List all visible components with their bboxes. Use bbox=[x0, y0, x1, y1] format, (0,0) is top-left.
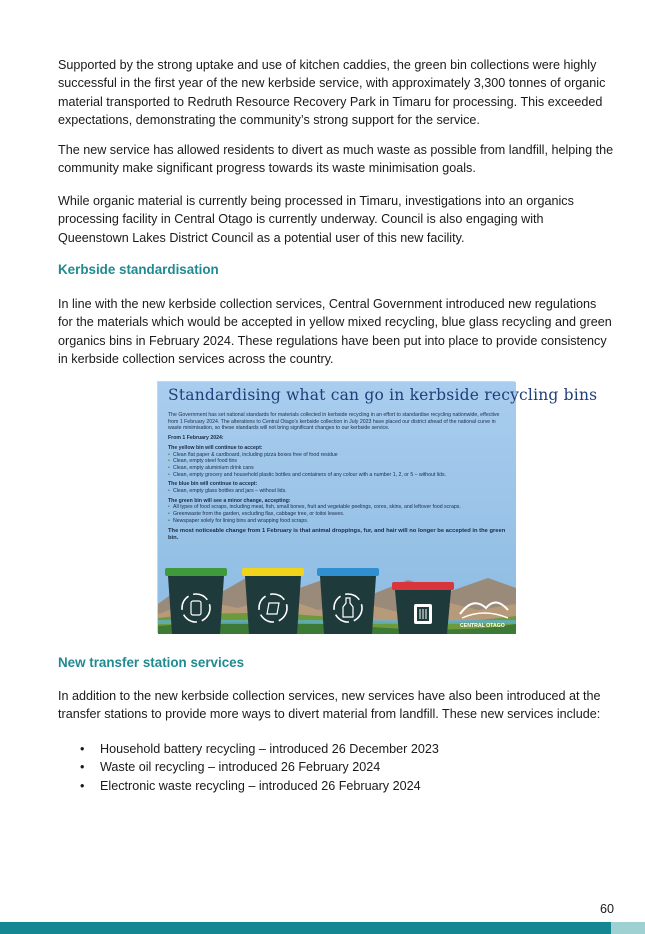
green-bin-item: • Newspaper solely for lining bins and wrapping food scraps. bbox=[168, 518, 510, 525]
paragraph-landfill-diversion: The new service has allowed residents to divert as much waste as possible from landfill, helping the community make significant progress towards its waste minimisation goals. bbox=[58, 143, 614, 176]
bullet-icon: • bbox=[80, 760, 85, 775]
green-bin-icon bbox=[165, 568, 227, 634]
heading-kerbside-standardisation: Kerbside standardisation bbox=[58, 262, 219, 277]
poster-title: Standardising what can go in kerbside recycling bins bbox=[168, 386, 598, 404]
paragraph-transfer-services: In addition to the new kerbside collection services, new services have also been introduced at the transfer stations to provide more ways to divert material from landfill. These new services include: bbox=[58, 689, 601, 722]
poster-body bbox=[168, 412, 510, 542]
blue-bin-heading: The blue bin will continue to accept: bbox=[168, 481, 258, 488]
green-bin-item: • All types of food scraps, including meat, fish, small bones, fruit and vegetable peelings, cores, skins, and leftover food scraps. bbox=[168, 504, 510, 511]
green-bin-heading: The green bin will see a minor change, accepting: bbox=[168, 497, 291, 504]
kerbside-standards-poster bbox=[157, 381, 598, 633]
footer-bar-main bbox=[0, 922, 611, 934]
blue-bin-item: • Clean, empty glass bottles and jars – without lids. bbox=[168, 488, 510, 495]
poster-closing-note: The most noticeable change from 1 February is that animal droppings, fur, and hair will no longer be accepted in the green bin. bbox=[168, 527, 506, 541]
yellow-bin-heading: The yellow bin will continue to accept: bbox=[168, 444, 263, 451]
footer-bar-accent bbox=[611, 922, 645, 934]
new-services-list bbox=[80, 740, 439, 795]
poster-intro: The Government has set national standards for materials collected in kerbside recycling in an effort to standardise recycling nationwide, effective from 1 February 2024. The alterations to Central Otago’s kerbside collection in July 2023 have placed our district ahead of the national curve in waste minimisation, so these standards will not bring significant changes to our kerbside service. bbox=[168, 412, 500, 432]
yellow-bin-icon bbox=[242, 568, 304, 634]
blue-bin-icon bbox=[317, 568, 379, 634]
paragraph-green-bin-success: Supported by the strong uptake and use of kitchen caddies, the green bin collections were highly successful in the first year of the new kerbside service, with approximately 3,300 tonnes of organic material transported to Redruth Resource Recovery Park in Timaru for processing. This exceeded expectations, demonstrating the community’s strong support for the service. bbox=[58, 58, 606, 127]
red-bin-icon bbox=[392, 582, 454, 634]
bullet-icon: • bbox=[80, 778, 85, 793]
paragraph-regulations: In line with the new kerbside collection services, Central Government introduced new regulations for the materials which would be accepted in yellow mixed recycling, blue glass recycling and green organics bins in February 2024. These regulations have been put into place to provide consistency in kerbside collection services across the country. bbox=[58, 297, 612, 366]
list-item: • Waste oil recycling – introduced 26 February 2024 bbox=[80, 758, 439, 776]
logo-wordmark: CENTRAL OTAGO bbox=[460, 623, 505, 629]
footer-bar bbox=[0, 922, 645, 934]
green-bin-item: • Greenwaste from the garden, excluding flax, cabbage tree, or toitoi leaves. bbox=[168, 511, 510, 518]
yellow-bin-item: • Clean flat paper & cardboard, including pizza boxes free of food residue bbox=[168, 452, 510, 459]
bullet-icon: • bbox=[80, 742, 85, 756]
yellow-bin-item: • Clean, empty aluminium drink cans bbox=[168, 465, 510, 472]
paragraph-organics-facility: While organic material is currently being processed in Timaru, investigations into an organics processing facility in Central Otago is currently underway. Council is also engaging with Queenstown Lakes District Council as a potential user of this new facility. bbox=[58, 194, 574, 245]
list-item: • Household battery recycling – introduced 26 December 2023 bbox=[80, 740, 439, 758]
yellow-bin-item: • Clean, empty grocery and household plastic bottles and containers of any colour with a number 1, 2, or 5 – without lids. bbox=[168, 472, 510, 479]
heading-transfer-station-services: New transfer station services bbox=[58, 655, 245, 670]
list-item: • Electronic waste recycling – introduced 26 February 2024 bbox=[80, 777, 439, 795]
yellow-bin-item: • Clean, empty steel food tins bbox=[168, 458, 510, 465]
page-number: 60 bbox=[599, 902, 614, 916]
poster-date-heading: From 1 February 2024: bbox=[168, 435, 224, 442]
